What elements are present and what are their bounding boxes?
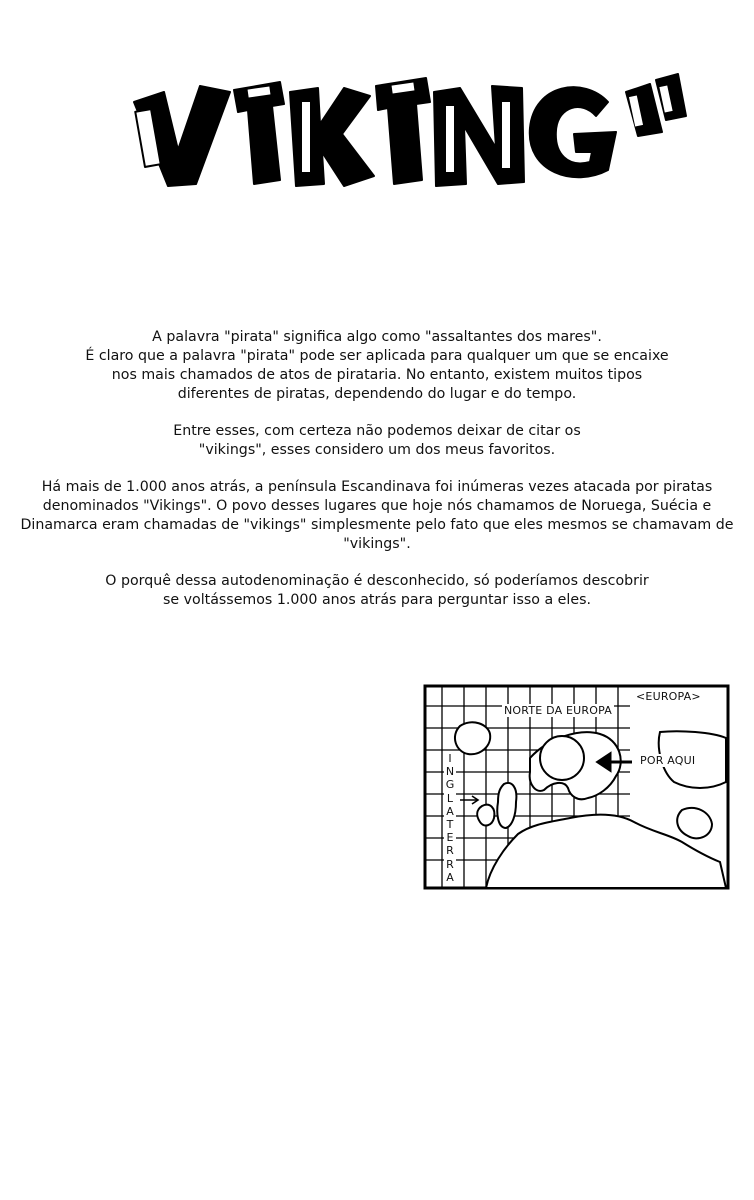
england-letter: A: [446, 804, 454, 818]
map-label-europe: <EUROPA>: [636, 690, 701, 703]
text-line: Entre esses, com certeza não podemos deixar de citar os: [173, 423, 581, 439]
map-label-england: [444, 752, 456, 884]
title-letter-i2: [376, 78, 430, 184]
vikings-title-logo: [130, 62, 690, 192]
text-line: O porquê dessa autodenominação é desconhecido, só poderíamos descobrir: [105, 573, 649, 589]
britain-shape: [497, 783, 516, 828]
england-letter: I: [448, 752, 452, 765]
text-line: denominados "Vikings". O povo desses lugares que hoje nós chamamos de Noruega, Suécia e: [42, 498, 712, 514]
title-letter-g: [530, 87, 616, 177]
england-letter: R: [446, 844, 454, 858]
text-line: "vikings", esses considero um dos meus favoritos.: [198, 442, 556, 458]
england-letter: L: [446, 791, 454, 805]
map-label-here: POR AQUI: [640, 754, 696, 767]
text-line: diferentes de piratas, dependendo do lugar e do tempo.: [177, 386, 577, 402]
paragraph-2: [20, 422, 734, 460]
title-letter-s: [626, 84, 662, 136]
title-letter-i: [234, 82, 284, 184]
text-line: nos mais chamados de atos de pirataria. No entanto, existem muitos tipos: [111, 367, 643, 383]
england-letter: E: [446, 831, 454, 845]
paragraph-1: [20, 328, 734, 404]
iceland-shape: [455, 722, 490, 754]
body-text: [20, 328, 734, 628]
map-label-north-europe: NORTE DA EUROPA: [504, 704, 612, 717]
highlight-circle: [540, 736, 584, 780]
england-letter: G: [445, 778, 455, 792]
text-line: É claro que a palavra "pirata" pode ser aplicada para qualquer um que se encaixe: [85, 348, 669, 364]
text-line: A palavra "pirata" significa algo como "assaltantes dos mares".: [152, 329, 602, 345]
text-line: "vikings".: [343, 536, 411, 552]
text-line: se voltássemos 1.000 anos atrás para perguntar isso a eles.: [163, 592, 591, 608]
ireland-shape: [477, 805, 494, 826]
paragraph-3: [20, 478, 734, 554]
england-letter: A: [446, 870, 454, 884]
england-letter: R: [446, 857, 454, 871]
paragraph-4: [20, 572, 734, 610]
text-line: Dinamarca eram chamadas de "vikings" simplesmente pelo fato que eles mesmos se chamavam de: [20, 517, 734, 533]
text-line: Há mais de 1.000 anos atrás, a península Escandinava foi inúmeras vezes atacada por piratas: [41, 479, 713, 495]
england-letter: T: [446, 818, 454, 832]
england-letter: N: [445, 765, 455, 779]
